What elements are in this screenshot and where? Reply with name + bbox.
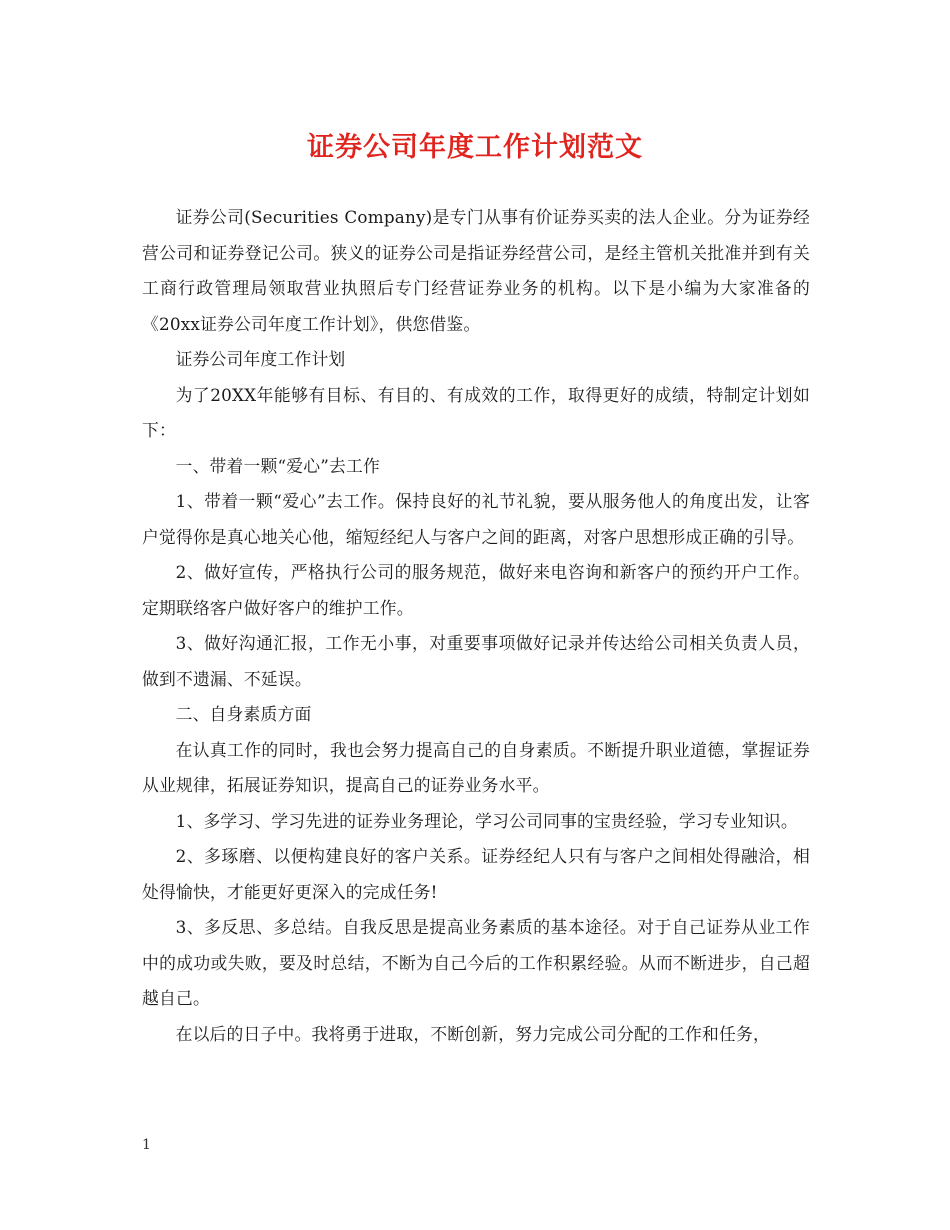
paragraph-2-1: 1、多学习、学习先进的证券业务理论，学习公司同事的宝贵经验，学习专业知识。 bbox=[175, 810, 798, 831]
paragraph-2-2: 2、多琢磨、以便构建良好的客户关系。证券经纪人只有与客户之间相处得融洽，相处得愉快，才能更好更深入的完成任务! bbox=[142, 846, 810, 902]
paragraph-intro: 证券公司(Securities Company)是专门从事有价证券买卖的法人企业。分为证券经营公司和证券登记公司。狭义的证券公司是指证券经营公司，是经主管机关批准并到有关工商行政管理局领取营业执照后专门经营证券业务的机构。以下是小编为大家准备的《20xx证券公司年度工作计划》，供您借鉴。 bbox=[142, 207, 810, 334]
page-number: 1 bbox=[142, 1137, 151, 1153]
section-heading-2: 二、自身素质方面 bbox=[175, 704, 312, 724]
paragraph-2-intro: 在认真工作的同时，我也会努力提高自己的自身素质。不断提升职业道德，掌握证券从业规律，拓展证券知识，提高自己的证券业务水平。 bbox=[142, 739, 810, 795]
paragraph-1-3: 3、做好沟通汇报，工作无小事，对重要事项做好记录并传达给公司相关负责人员，做到不遗漏、不延误。 bbox=[142, 633, 810, 689]
paragraph-1-2: 2、做好宣传，严格执行公司的服务规范，做好来电咨询和新客户的预约开户工作。定期联络客户做好客户的维护工作。 bbox=[142, 562, 810, 618]
section-heading-1: 一、带着一颗“爱心”去工作 bbox=[175, 455, 380, 476]
document-body bbox=[142, 200, 810, 1052]
paragraph-plan-heading: 证券公司年度工作计划 bbox=[175, 349, 346, 369]
paragraph-1-1: 1、带着一颗“爱心”去工作。保持良好的礼节礼貌，要从服务他人的角度出发，让客户觉得你是真心地关心他，缩短经纪人与客户之间的距离，对客户思想形成正确的引导。 bbox=[142, 491, 810, 547]
document-title: 证券公司年度工作计划范文 bbox=[307, 132, 643, 163]
paragraph-2-3: 3、多反思、多总结。自我反思是提高业务素质的基本途径。对于自己证券从业工作中的成功或失败，要及时总结，不断为自己今后的工作积累经验。从而不断进步，自己超越自己。 bbox=[142, 917, 810, 1008]
paragraph-closing: 在以后的日子中。我将勇于进取，不断创新，努力完成公司分配的工作和任务， bbox=[175, 1023, 770, 1044]
paragraph-plan-purpose: 为了20XX年能够有目标、有目的、有成效的工作，取得更好的成绩，特制定计划如下： bbox=[142, 384, 810, 440]
